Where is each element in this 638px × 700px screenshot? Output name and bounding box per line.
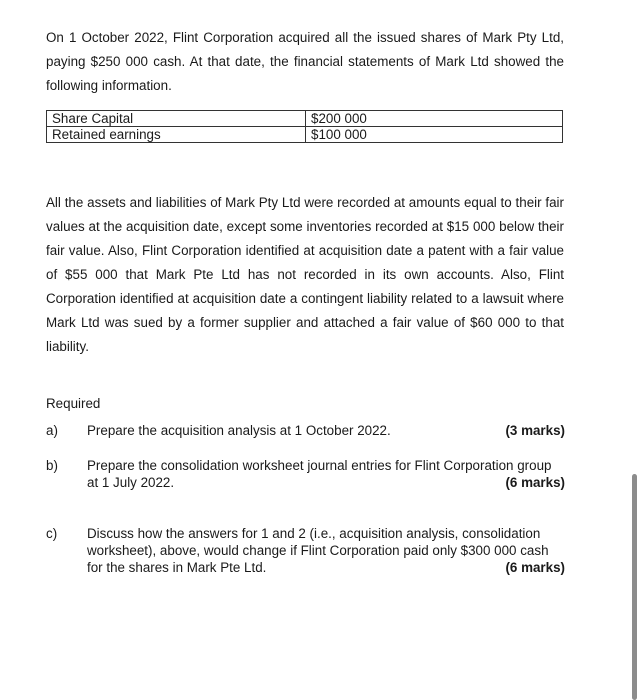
table-cell-label: Retained earnings [47, 127, 306, 143]
scrollbar[interactable] [630, 474, 638, 700]
question-c-marks: (6 marks) [505, 560, 565, 575]
question-b-letter: b) [46, 458, 58, 473]
question-a-marks: (3 marks) [505, 423, 565, 438]
question-c-text: Discuss how the answers for 1 and 2 (i.e., acquisition analysis, consolidation worksheet), above, would change if Flint Corporation paid only $300 000 cash for the shares in Mark Pte Ltd. [87, 526, 549, 575]
table-row [47, 127, 563, 143]
financial-info-table [46, 110, 563, 143]
table-row [47, 111, 563, 127]
intro-paragraph: On 1 October 2022, Flint Corporation acquired all the issued shares of Mark Pty Ltd, paying $250 000 cash. At that date, the financial statements of Mark Ltd showed the following information. [46, 30, 564, 93]
question-c [87, 525, 565, 576]
table-cell-label: Share Capital [47, 111, 306, 127]
question-a-text: Prepare the acquisition analysis at 1 October 2022. [87, 423, 391, 438]
required-heading: Required [46, 396, 101, 411]
table-cell-value: $100 000 [306, 127, 563, 143]
question-b [87, 457, 565, 491]
question-c-letter: c) [46, 526, 58, 541]
question-a-letter: a) [46, 423, 58, 438]
body-paragraph: All the assets and liabilities of Mark Pty Ltd were recorded at amounts equal to their fair values at the acquisition date, except some inventories recorded at $15 000 below their fair value. Also, Flint Corporation identified at acquisition date a patent with a fair value of $55 000 that Mark Pte Ltd has not recorded in its own accounts. Also, Flint Corporation identified at acquisition date a contingent liability related to a lawsuit where Mark Ltd was sued by a former supplier and attached a fair value of $60 000 to that liability. [46, 195, 564, 354]
scrollbar-thumb[interactable] [632, 474, 637, 700]
question-b-marks: (6 marks) [505, 475, 565, 490]
question-b-text: Prepare the consolidation worksheet journal entries for Flint Corporation group at 1 July 2022. [87, 458, 552, 490]
question-a [87, 422, 565, 439]
table-cell-value: $200 000 [306, 111, 563, 127]
